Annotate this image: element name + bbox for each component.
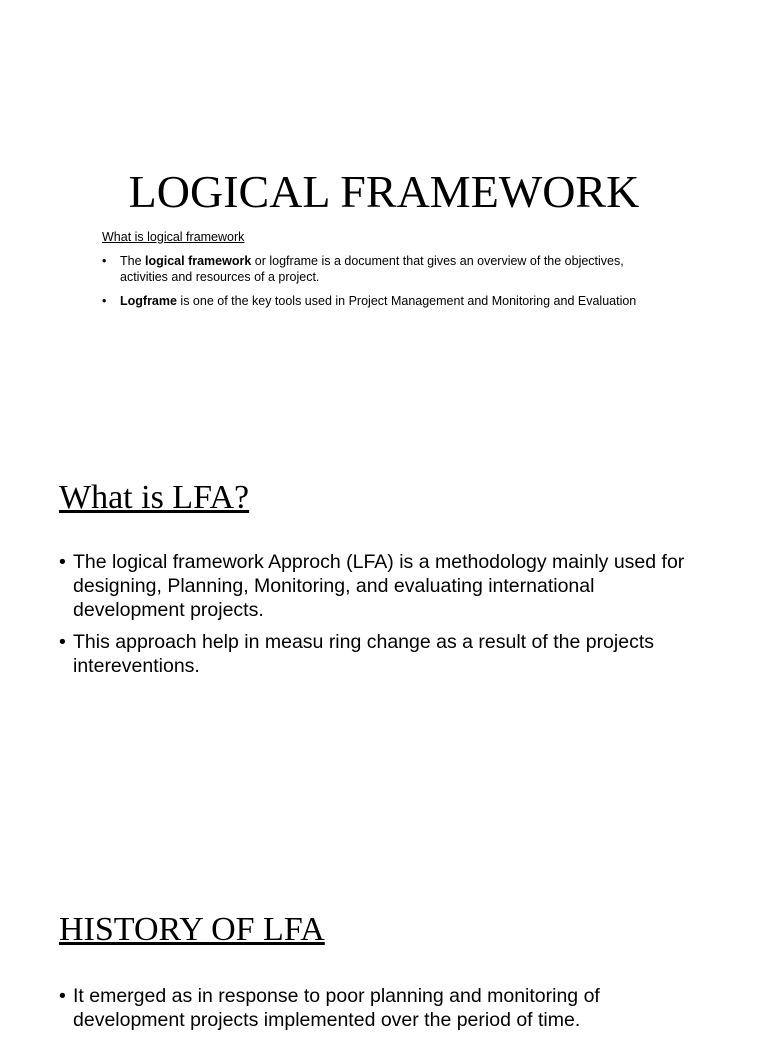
bullet-icon: • <box>102 294 107 308</box>
slide-subheading: What is logical framework <box>102 230 245 244</box>
bullet-icon: • <box>59 631 66 653</box>
list-item <box>59 984 709 1032</box>
list-item <box>59 630 709 678</box>
bullet-text-bold: logical framework <box>145 254 252 268</box>
slide-logical-framework <box>0 0 768 340</box>
bullet-list <box>59 984 709 1040</box>
bullet-text-bold: Logframe <box>120 294 177 308</box>
list-item <box>102 253 662 285</box>
bullet-icon: • <box>59 551 66 573</box>
slide-what-is-lfa <box>0 432 768 732</box>
bullet-list <box>59 550 709 686</box>
bullet-text: It emerged as in response to poor planning and monitoring of development projects implemented over the period of time. <box>73 985 600 1031</box>
bullet-icon: • <box>102 254 107 268</box>
slide-history-of-lfa <box>0 864 768 1031</box>
bullet-icon: • <box>59 985 66 1007</box>
slide-title: What is LFA? <box>59 479 250 516</box>
list-item <box>59 550 709 622</box>
bullet-text-suffix: or logframe is a document that gives an overview of the objectives, activities and resources of a project. <box>120 254 624 284</box>
bullet-text-prefix: The <box>120 254 146 268</box>
slide-title: LOGICAL FRAMEWORK <box>128 166 640 217</box>
bullet-text: The logical framework Approch (LFA) is a methodology mainly used for designing, Planning, Monitoring, and evaluating international development projects. <box>73 551 685 621</box>
bullet-text: This approach help in measu ring change as a result of the projects intereventions. <box>73 631 655 677</box>
list-item <box>102 293 662 309</box>
slide-title: HISTORY OF LFA <box>59 911 325 948</box>
bullet-text-suffix: is one of the key tools used in Project Management and Monitoring and Evaluation <box>176 294 637 308</box>
bullet-list <box>102 253 662 317</box>
